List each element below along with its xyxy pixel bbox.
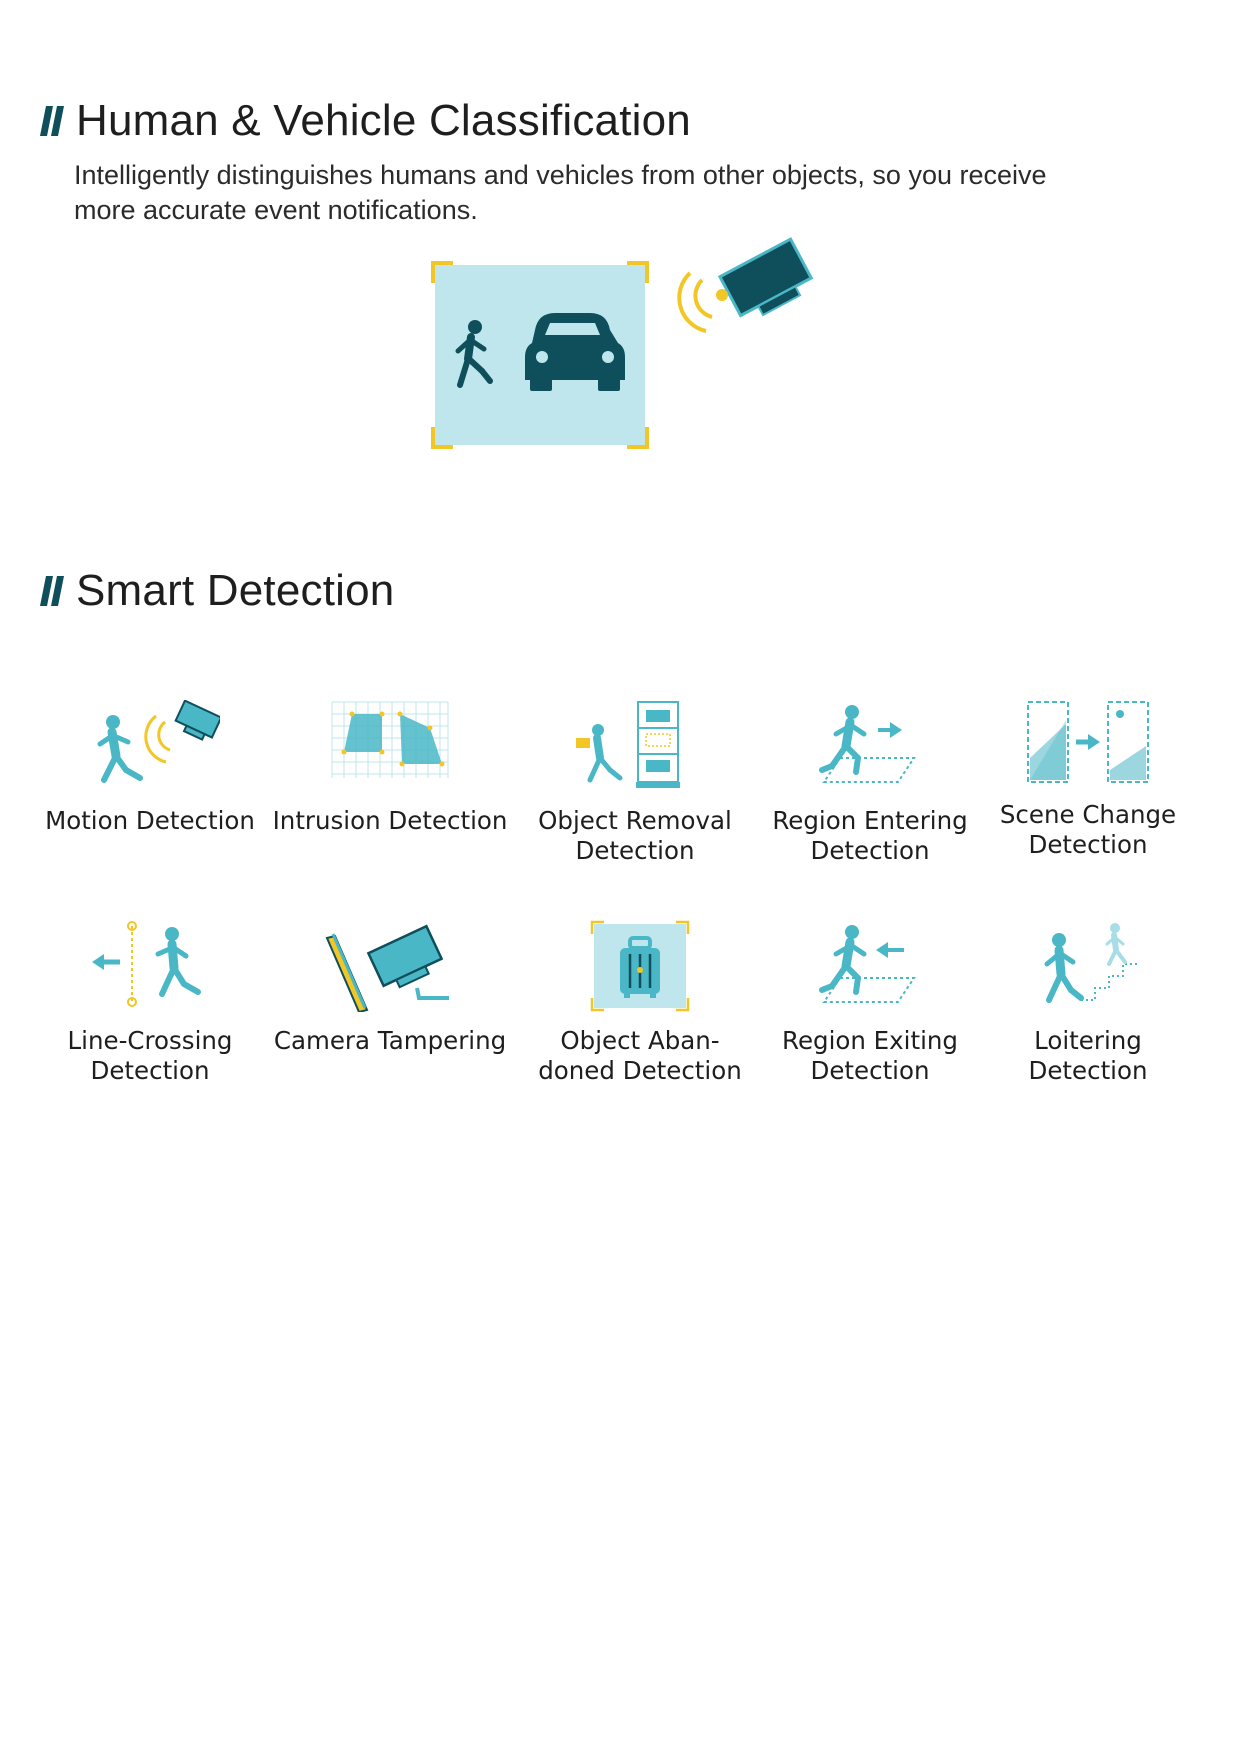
classification-heading: Human & Vehicle Classification	[76, 96, 691, 145]
motion-detection-icon	[80, 700, 220, 792]
section-title-classification	[40, 96, 691, 146]
smart-detection-heading: Smart Detection	[76, 566, 395, 615]
line-crossing-icon	[90, 920, 210, 1012]
scene-change-icon	[1026, 700, 1150, 786]
feature-label: Intrusion Detection	[272, 806, 508, 835]
feature-object-removal-detection	[515, 700, 755, 866]
human-vehicle-illustration	[430, 235, 830, 485]
region-entering-icon	[810, 700, 930, 792]
intrusion-detection-icon	[330, 700, 450, 780]
feature-scene-change-detection	[968, 700, 1208, 860]
feature-label: Object Removal Detection	[538, 806, 732, 865]
object-removal-icon	[570, 700, 700, 792]
feature-label: Object Aban- doned Detection	[538, 1026, 742, 1085]
feature-label: Scene Change Detection	[999, 800, 1177, 859]
object-abandoned-icon	[590, 920, 690, 1012]
security-camera-icon	[679, 239, 816, 331]
feature-label: Camera Tampering	[273, 1026, 507, 1055]
feature-motion-detection	[30, 700, 270, 836]
double-slash-icon	[40, 106, 66, 136]
double-slash-icon	[40, 576, 66, 606]
feature-loitering-detection	[968, 920, 1208, 1086]
feature-intrusion-detection	[270, 700, 510, 836]
camera-tampering-icon	[325, 920, 455, 1012]
feature-camera-tampering	[270, 920, 510, 1056]
loitering-icon	[1033, 920, 1143, 1012]
feature-label: Loitering Detection	[1028, 1026, 1148, 1085]
feature-label: Region Exiting Detection	[782, 1026, 958, 1085]
region-exiting-icon	[810, 920, 930, 1012]
feature-line-crossing-detection	[30, 920, 270, 1086]
feature-region-entering-detection	[750, 700, 990, 866]
feature-label: Motion Detection	[45, 806, 255, 835]
feature-label: Region Entering Detection	[772, 806, 968, 865]
feature-object-abandoned-detection	[520, 920, 760, 1086]
feature-region-exiting-detection	[750, 920, 990, 1086]
feature-label: Line-Crossing Detection	[67, 1026, 233, 1085]
classification-description: Intelligently distinguishes humans and vehicles from other objects, so you receive more accurate event notifications.	[74, 160, 1047, 225]
section-title-smart-detection	[40, 566, 394, 616]
